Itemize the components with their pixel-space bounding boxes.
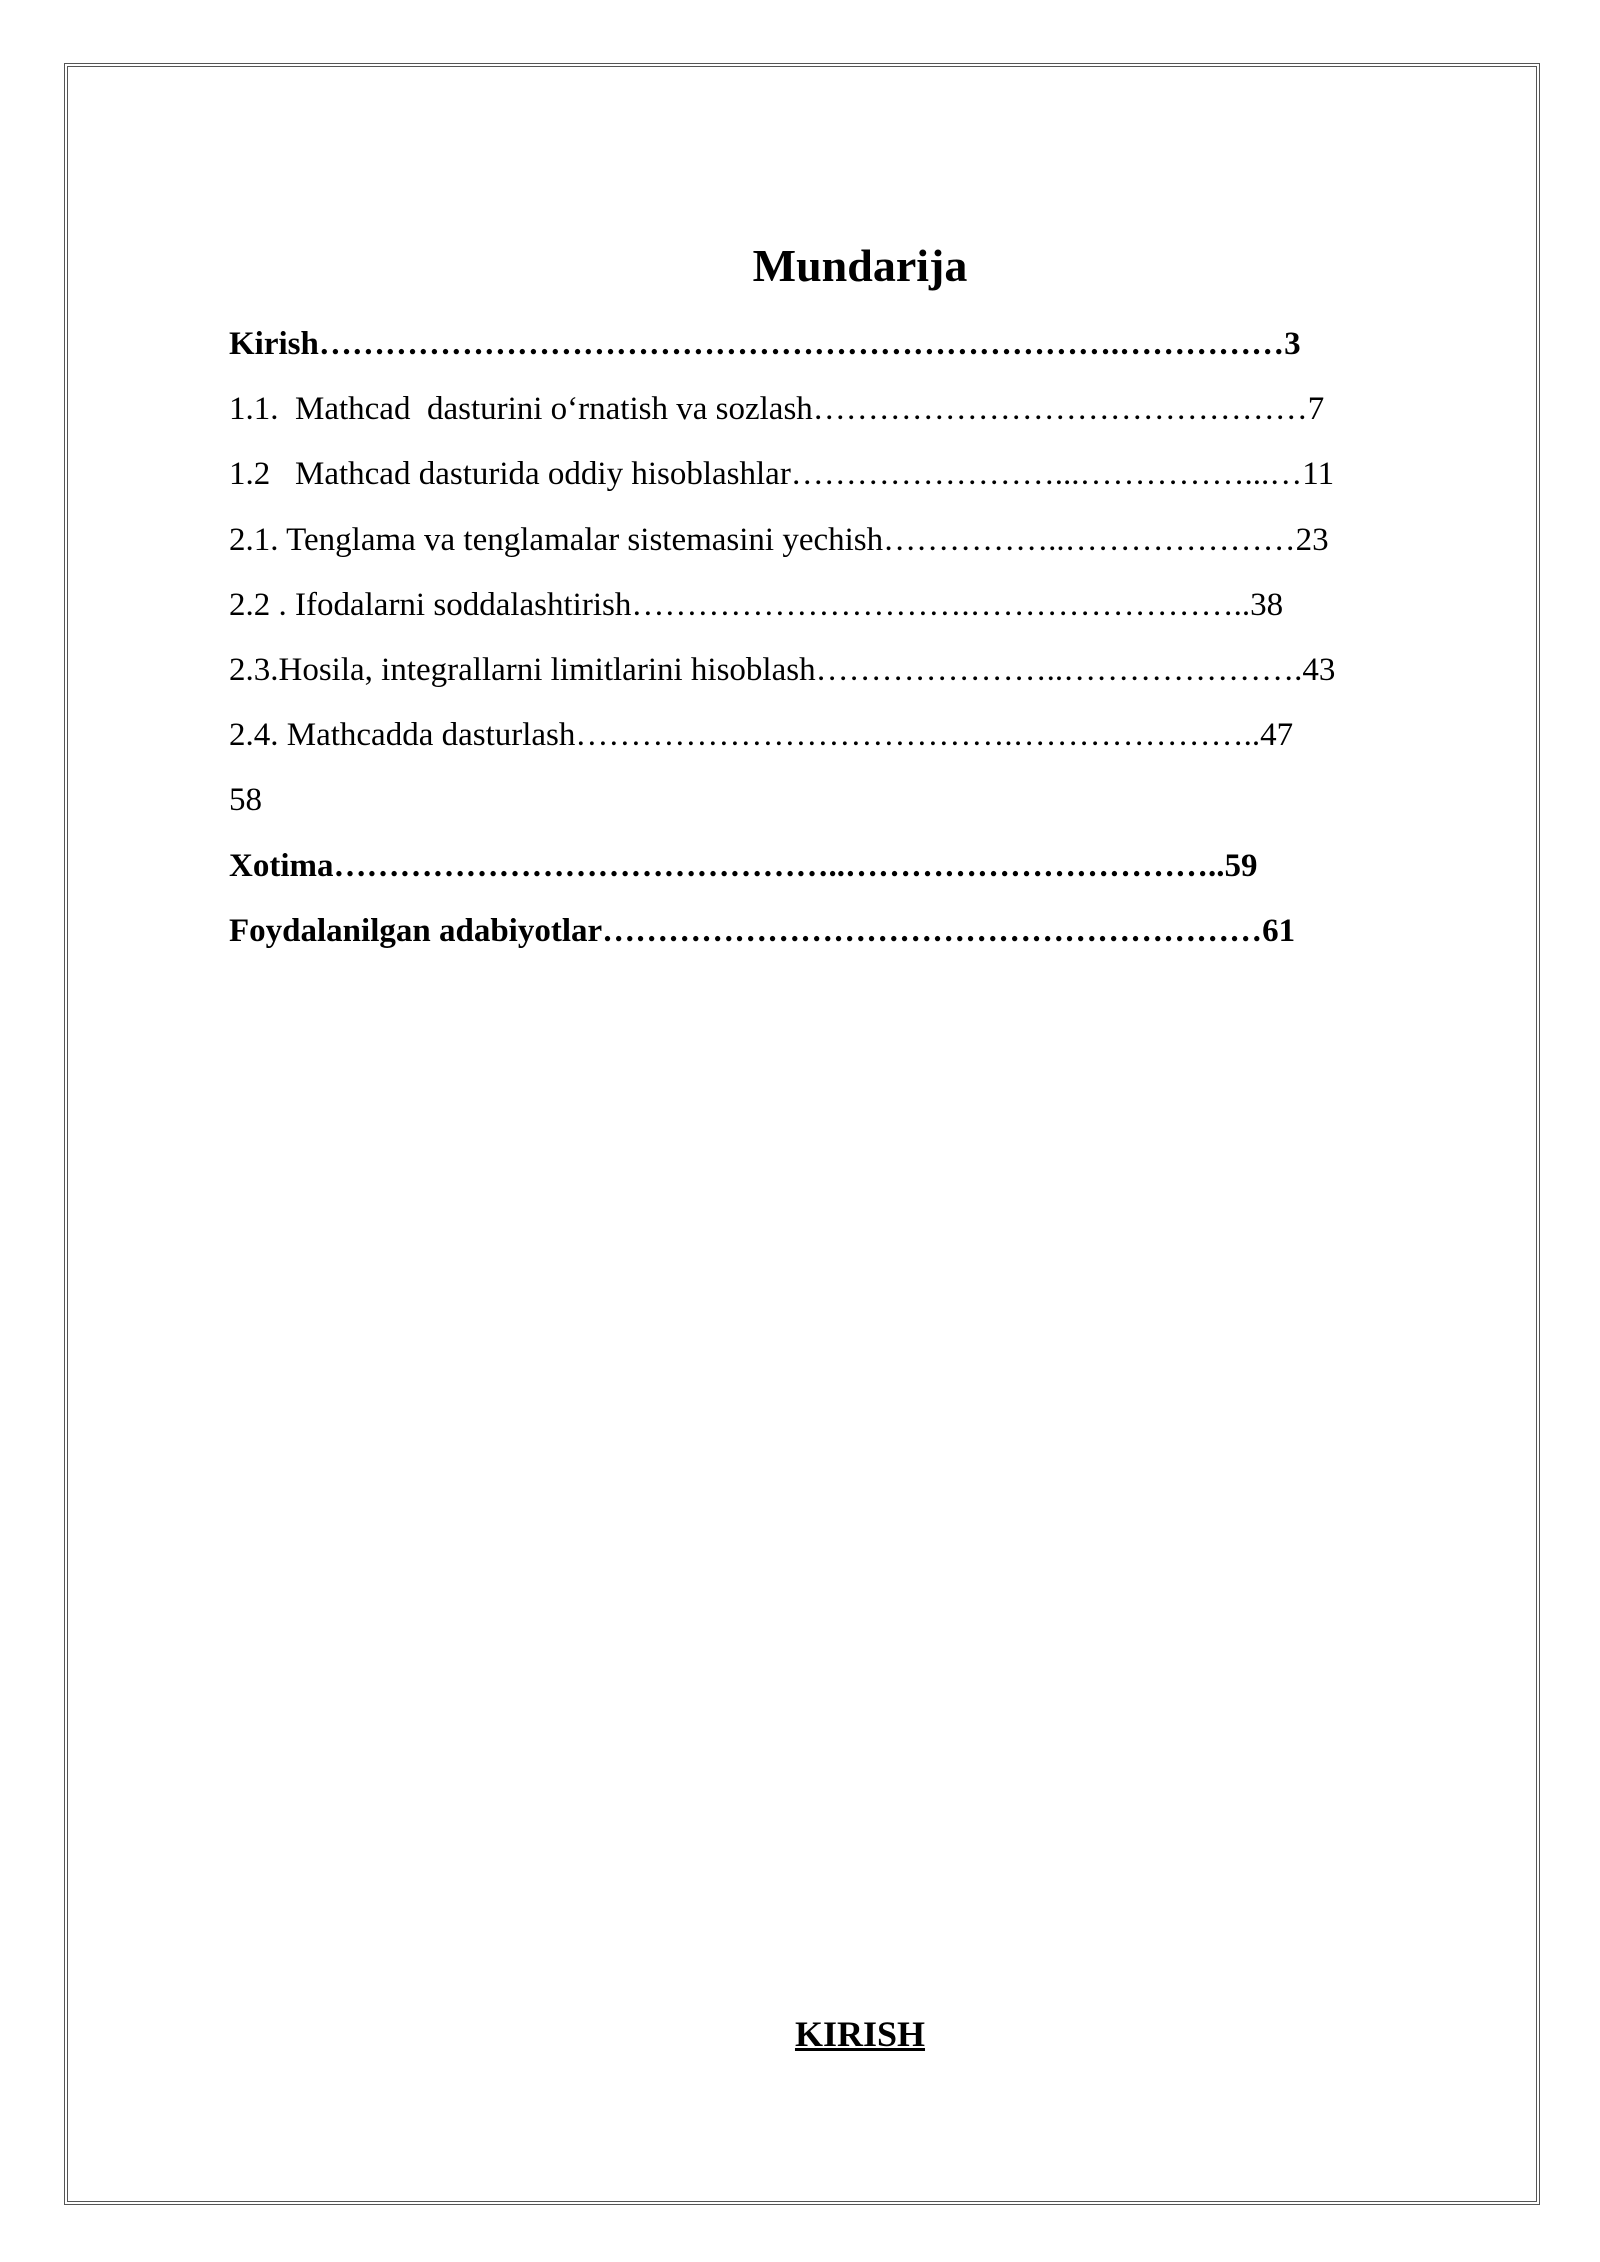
toc-entry-adabiyotlar: Foydalanilgan adabiyotlar……………………………………………………61	[229, 912, 1296, 949]
table-of-contents	[229, 320, 1489, 972]
toc-entry-kirish: Kirish……………………………………………………………….……………3	[229, 326, 1301, 362]
toc-entry-2-2: 2.2 . Ifodalarni soddalashtirish………………………….……………………..38	[229, 586, 1284, 623]
page-title: Mundarija	[752, 240, 968, 291]
toc-entry-2-1: 2.1. Tenglama va tenglamalar sistemasini yechish……………..…………………23	[229, 521, 1329, 558]
toc-stray-page-number: 58	[229, 782, 262, 819]
toc-entry-2-3: 2.3.Hosila, integrallarni limitlarini hisoblash…………………..………………….43	[229, 651, 1336, 688]
toc-entry-2-4: 2.4. Mathcadda dasturlash………………………………….…………………..47	[229, 717, 1294, 754]
toc-entry-1-2: 1.2 Mathcad dasturida oddiy hisoblashlar……………………...……………...…11	[229, 456, 1335, 493]
section-heading-kirish: KIRISH	[794, 2014, 926, 2054]
toc-entry-1-1: 1.1. Mathcad dasturini o‘rnatish va sozlash………………………………………7	[229, 391, 1325, 428]
toc-entry-xotima: Xotima………………………………………..……………………………..59	[229, 847, 1258, 884]
